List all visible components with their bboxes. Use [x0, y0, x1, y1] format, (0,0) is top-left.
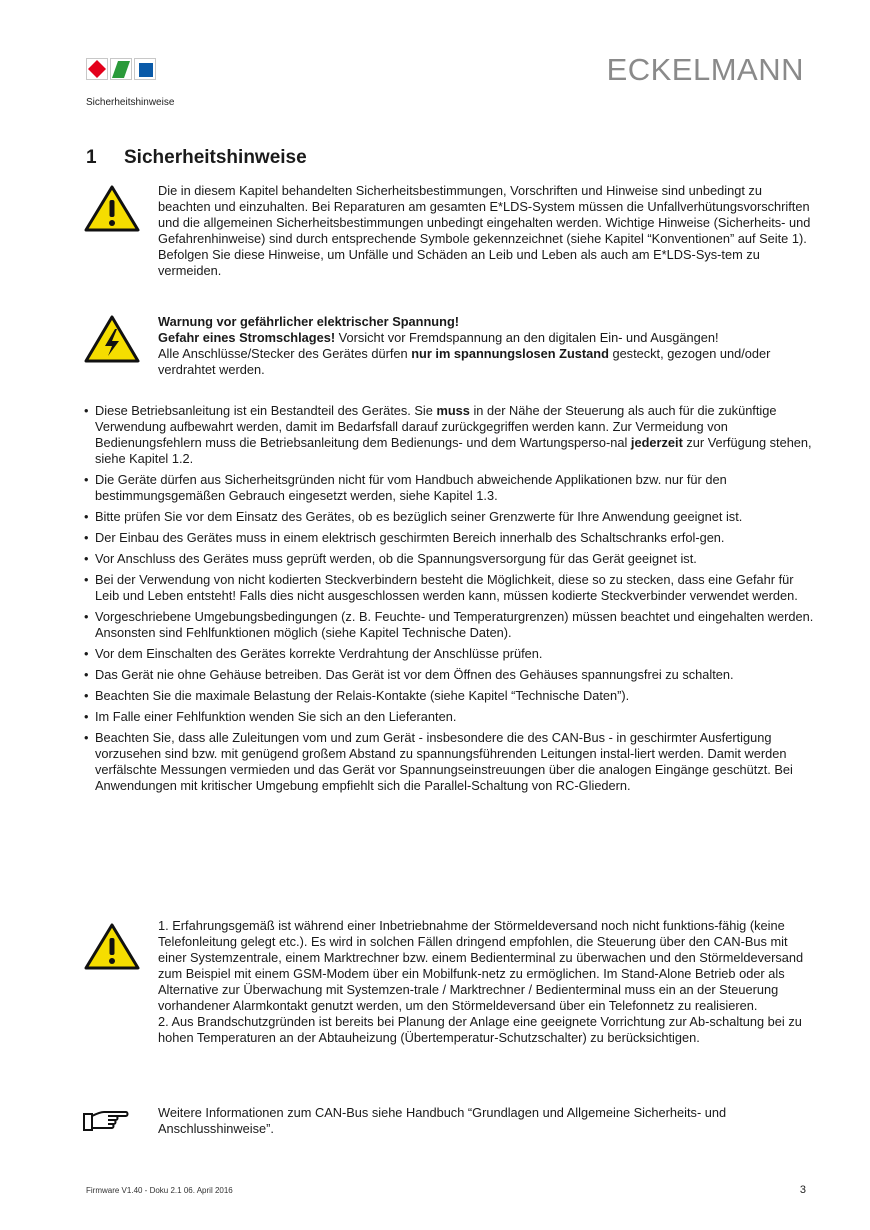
voltage-warning-heading: Warnung vor gefährlicher elektrischer Spannung! — [158, 314, 460, 329]
shock-text: Vorsicht vor Fremdspannung an den digitalen Ein- und Ausgängen! — [335, 330, 719, 345]
chapter-number: 1 — [86, 147, 97, 168]
b1-bold2: jederzeit — [630, 435, 683, 450]
b1-post: zur Verfügung stehen, siehe Kapitel 1.2. — [95, 435, 812, 466]
pointing-hand-icon — [82, 1108, 130, 1134]
page-number: 3 — [799, 1184, 806, 1196]
intro-paragraph-2: Befolgen Sie diese Hinweise, um Unfälle und Schäden an Leib und Leben als auch am E*LDS-Sys-tem zu vermeiden. — [158, 247, 760, 278]
list-item: • Das Gerät nie ohne Gehäuse betreiben. Das Gerät ist vor dem Öffnen des Gehäuses spannungsfrei zu schalten. — [84, 667, 814, 683]
line2-bold: nur im spannungslosen Zustand — [411, 346, 609, 361]
b1-pre: Diese Betriebsanleitung ist ein Bestandteil des Gerätes. Sie — [95, 403, 437, 418]
logo-blue-square — [135, 59, 156, 80]
high-voltage-icon — [84, 314, 140, 364]
list-item: • Vor dem Einschalten des Gerätes korrekte Verdrahtung der Anschlüsse prüfen. — [84, 646, 814, 662]
list-item: • Vorgeschriebene Umgebungsbedingungen (z. B. Feuchte- und Temperaturgrenzen) müssen beachtet und eingehalten werden. Ansonsten sind Fehlfunktionen möglich (siehe Kapitel Technische Daten). — [84, 609, 814, 641]
hint-text: Weitere Informationen zum CAN-Bus siehe Handbuch “Grundlagen und Allgemeine Sicherheits- und Anschlusshinweise”. — [158, 1105, 727, 1136]
list-item: • Vor Anschluss des Gerätes muss geprüft werden, ob die Spannungsversorgung für das Gerät geeignet ist. — [84, 551, 814, 567]
list-item: • Bitte prüfen Sie vor dem Einsatz des Gerätes, ob es bezüglich seiner Grenzwerte für Ihre Anwendung geeignet ist. — [84, 509, 814, 525]
brand-name: ECKELMANN — [606, 52, 804, 87]
chapter-title-text: Sicherheitshinweise — [124, 147, 307, 168]
list-item: • Die Geräte dürfen aus Sicherheitsgründen nicht für vom Handbuch abweichende Applikationen bzw. nur für den bestimmungsgemäßen Gebrauch eingesetzt werden, siehe Kapitel 1.3. — [84, 472, 814, 504]
intro-paragraph-1: Die in diesem Kapitel behandelten Sicherheitsbestimmungen, Vorschriften und Hinweise sind unbedingt zu beachten und einzuhalten. Bei Reparaturen am gesamten E*LDS-System müssen die Unfallverhütungsvorschriften und die allgemeinen Sicherheitsbestimmungen unbedingt eingehalten werden. Wichtige Hinweise (Sicherheits- und Gefahrenhinweise) sind durch entsprechende Symbole gekennzeichnet (siehe Kapitel “Konventionen” auf Seite 1). — [158, 183, 811, 246]
eckelmann-logo — [86, 58, 156, 82]
chapter-title — [86, 147, 307, 169]
list-item: • Im Falle einer Fehlfunktion wenden Sie sich an den Lieferanten. — [84, 709, 814, 725]
list-item: • Beachten Sie, dass alle Zuleitungen vom und zum Gerät - insbesondere die des CAN-Bus - in geschirmter Ausfertigung vorzusehen sind bzw. mit genügend großem Abstand zu spannungsführenden Leitungen instal-liert werden. Damit werden verfälschte Messungen vermieden und das Gerät vor Spannungseinstreuungen über die analogen Eingänge geschützt. Bei Anwendungen mit kritischer Umgebung empfiehlt sich die Parallel-Schaltung von RC-Gliedern. — [84, 730, 814, 794]
intro-text — [158, 183, 816, 279]
b1-bold: muss — [436, 403, 470, 418]
voltage-warning-text — [158, 314, 816, 378]
warning-icon — [84, 184, 140, 232]
list-item: • Der Einbau des Gerätes muss in einem elektrisch geschirmten Bereich innerhalb des Schaltschranks erfol-gen. — [84, 530, 814, 546]
header-section-label: Sicherheitshinweise — [86, 97, 175, 108]
voltage-warning-line-2 — [158, 346, 816, 378]
list-item: • Beachten Sie die maximale Belastung der Relais-Kontakte (siehe Kapitel “Technische Daten”). — [84, 688, 814, 704]
list-item: • Bei der Verwendung von nicht kodierten Steckverbindern besteht die Möglichkeit, diese so zu stecken, dass eine Gefahr für Leib und Leben entsteht! Falls dies nicht ausgeschlossen werden kann, müssen kodierte Steckverbinder verwendet werden. — [84, 572, 814, 604]
line2-post: gesteckt, gezogen und/oder verdrahtet werden. — [158, 346, 771, 377]
b1-mid: in der Nähe der Steuerung als auch für die zukünftige Verwendung aufbewahrt werden, damit im Bedarfsfall darauf zurückgegriffen werden kann. Zur Vermeidung von Bedienungsfehlern muss die Betriebsanleitung dem Bedienungs- und dem Wartungsperso-nal — [95, 403, 777, 450]
note-paragraph-2: 2. Aus Brandschutzgründen ist bereits bei Planung der Anlage eine geeignete Vorrichtung zur Ab-schaltung bei zu hohen Temperaturen an der Abtauheizung (Übertemperatur-Schutzschalter) zu berücksichtigen. — [158, 1014, 802, 1045]
logo-green-parallelogram — [111, 59, 132, 80]
note-paragraph-1: 1. Erfahrungsgemäß ist während einer Inbetriebnahme der Störmeldeversand noch nicht funktions-fähig (keine Telefonleitung gelegt etc.). Es wird in solchen Fällen dringend empfohlen, die Steuerung über den CAN-Bus mit einer Systemzentrale, einem Marktrechner bzw. einem Bedienterminal zu überwachen und den Störmeldeversand zum Beispiel mit einem GSM-Modem über ein Mobilfunk-netz zu ermöglichen. Im Stand-Alone Betrieb oder als Alternative zur Überwachung mit Systemzen-trale / Marktrechner / Bedienterminal muss ein an der Steuerung vorhandener Alarmkontakt genutzt werden, um den Störmeldeversand über ein Telefonnetz zu realisieren. — [158, 918, 804, 1013]
safety-bullet-list — [84, 403, 814, 799]
list-item — [84, 403, 814, 467]
line2-pre: Alle Anschlüsse/Stecker des Gerätes dürfen — [158, 346, 412, 361]
voltage-warning-line-1 — [158, 330, 816, 346]
note-warning-text — [158, 918, 816, 1046]
footer-version: Firmware V1.40 - Doku 2.1 06. April 2016 — [86, 1186, 233, 1195]
warning-icon — [84, 922, 140, 970]
logo-red-diamond — [87, 59, 108, 80]
shock-bold: Gefahr eines Stromschlages! — [158, 330, 336, 345]
